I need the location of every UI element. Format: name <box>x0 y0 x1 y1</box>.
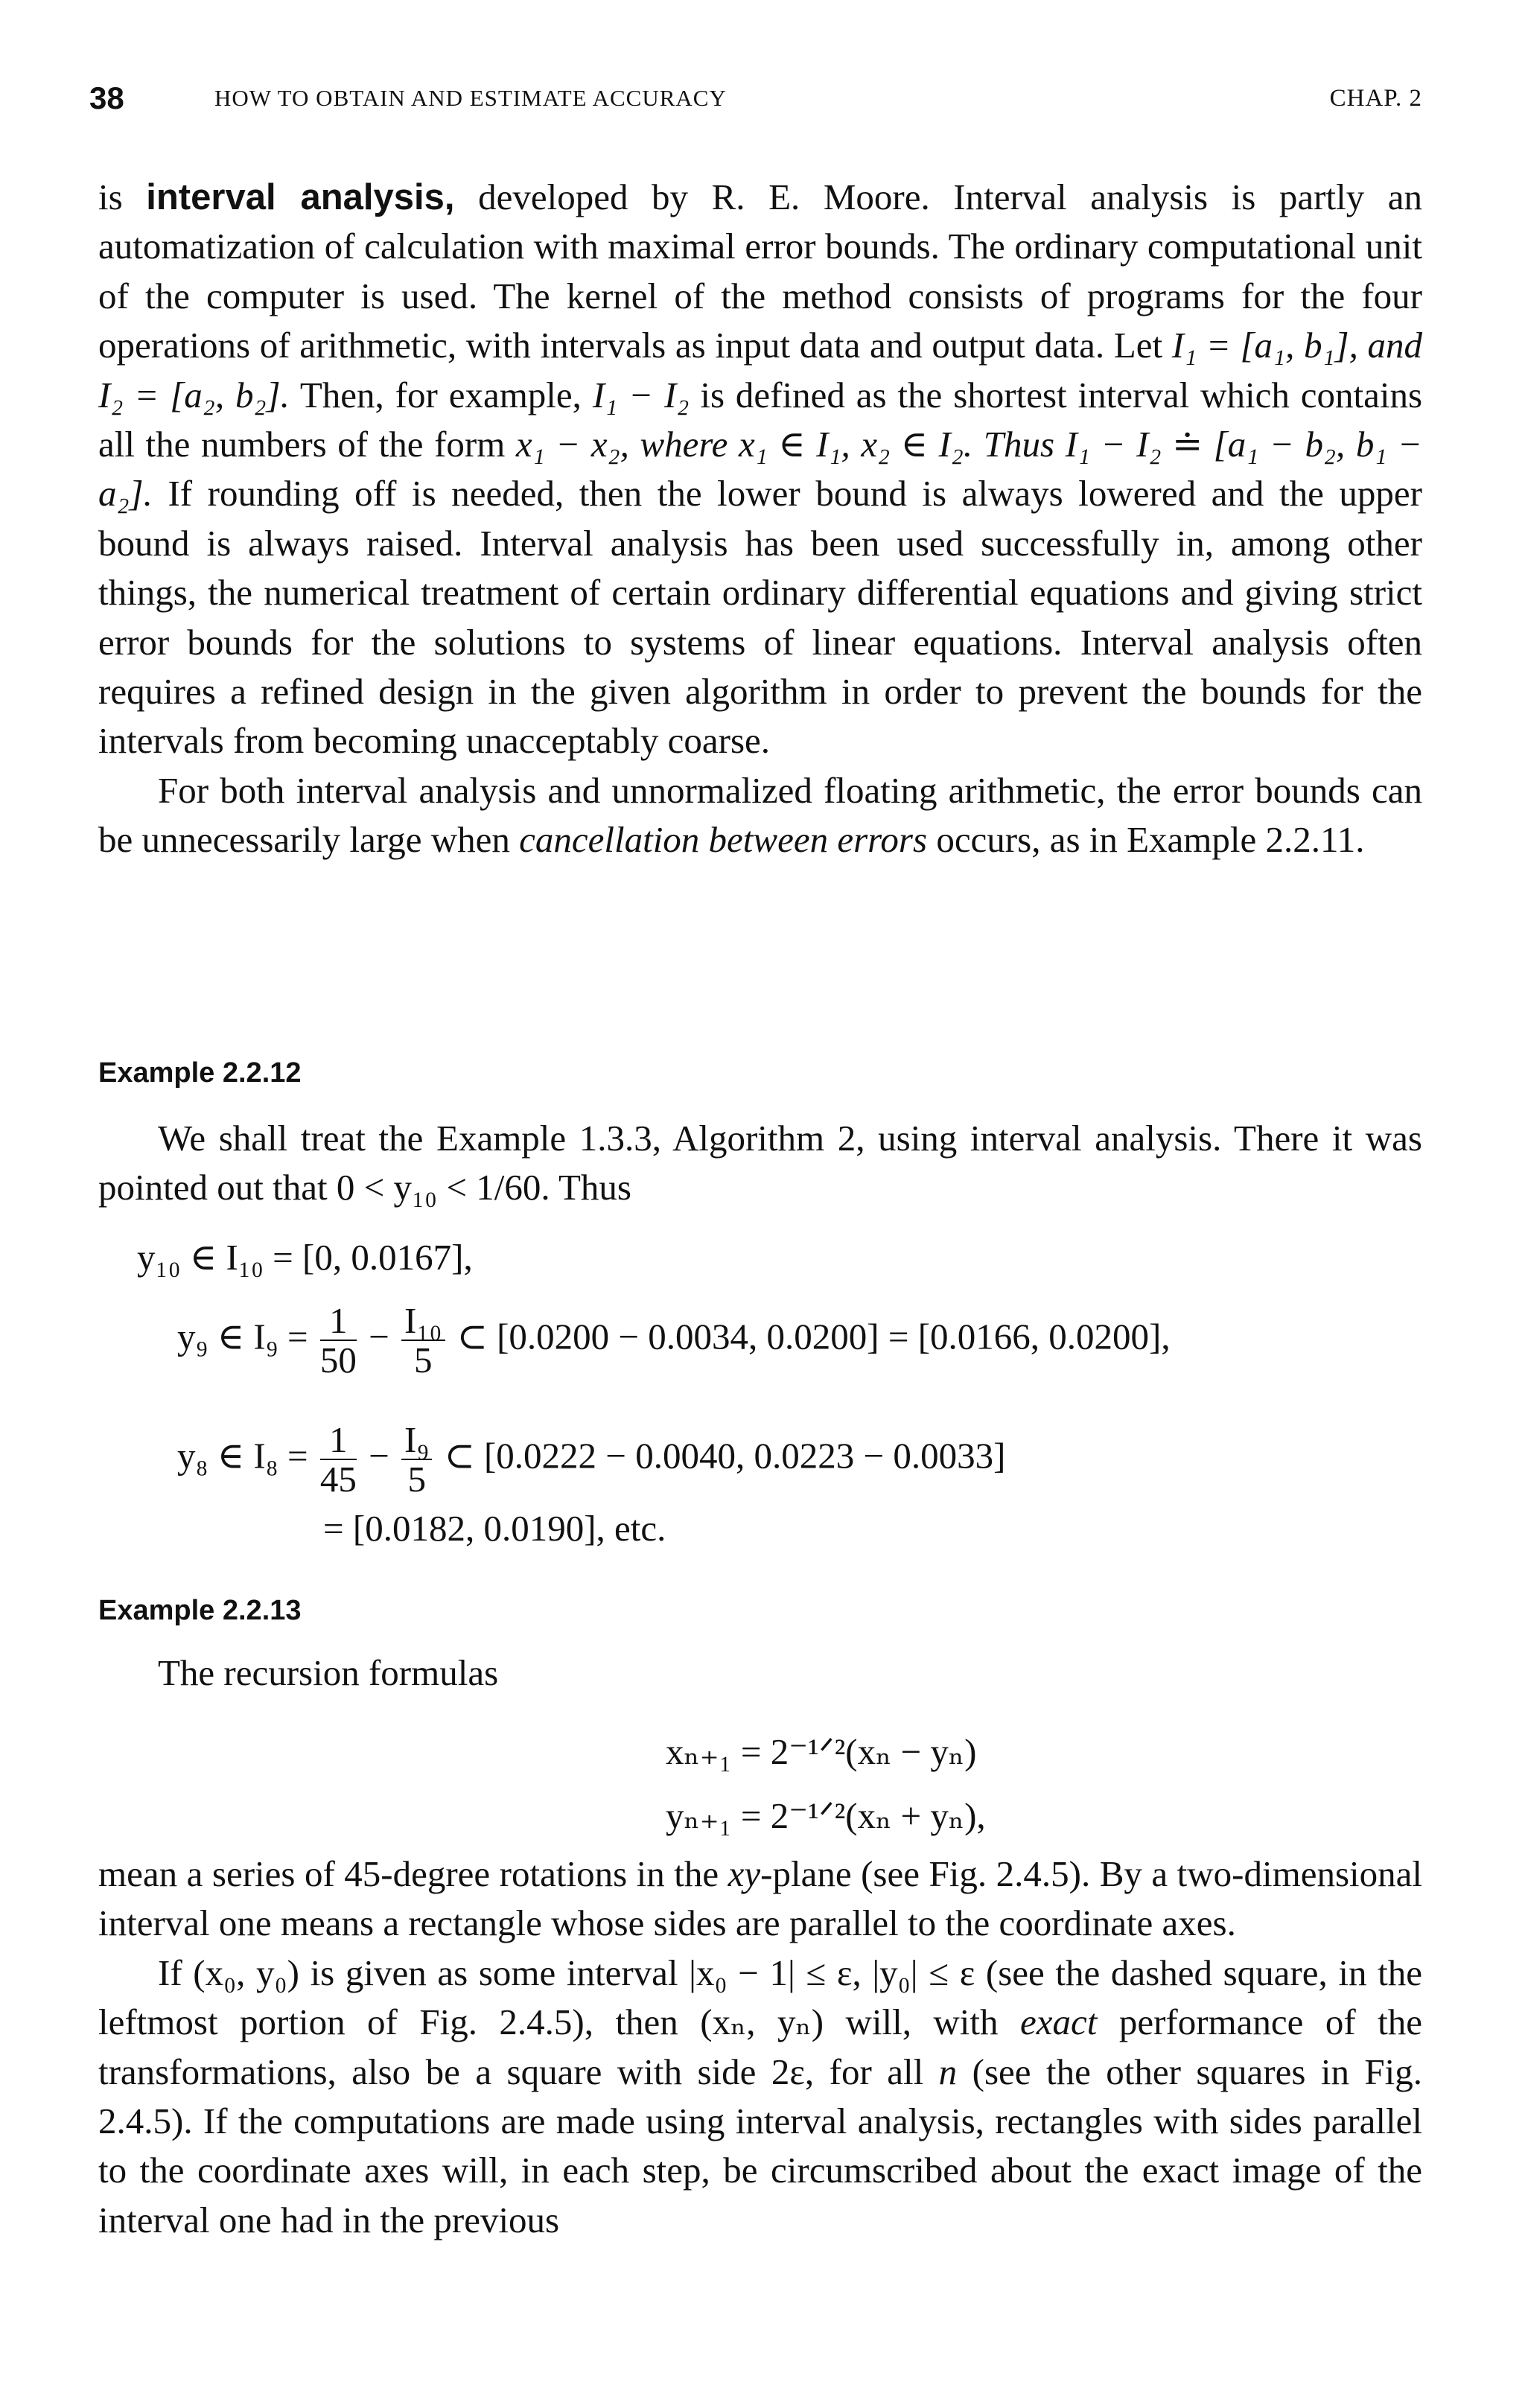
page-number: 38 <box>89 80 124 115</box>
fraction: $\frac{\text{I₉}}{5}$ <box>401 1421 432 1499</box>
example1-paragraph: We shall treat the Example 1.3.3, Algorithm 2, using interval analysis. There it was pointed out that 0 < y₁₀ < 1/60. Thus <box>98 1118 1422 1208</box>
eq3-lhs: y₈ ∈ I₈ = <box>177 1435 308 1477</box>
example-heading-2-2-12: Example 2.2.12 <box>98 1057 302 1089</box>
interval-square-paragraph: If (x₀, y₀) is given as some interval |x₀ − 1| ≤ ε, |y₀| ≤ ε (see the dashed square, in the leftmost portion of Fig. 2.4.5), then (xₙ, yₙ) will, with exact performance of the transformations, also be a square with side 2ε, for all n (see the other squares in Fig. 2.4.5). If the computations are made using interval analysis, rectangles with sides parallel to the coordinate axes will, in each step, be circumscribed about the exact image of the interval one had in the previous <box>98 1952 1423 2240</box>
example2-text <box>98 1850 1422 2245</box>
para2-text-a: For both interval analysis and unnormalized floating arithmetic, the error bounds can be unnecessarily large when <box>98 769 1422 861</box>
eq3-rhs: ⊂ [0.0222 − 0.0040, 0.0223 − 0.0033] <box>444 1435 1006 1477</box>
example-heading-2-2-13: Example 2.2.13 <box>98 1595 302 1626</box>
recursion-x: xₙ₊₁ = 2⁻¹ᐟ²(xₙ − yₙ) <box>666 1731 977 1772</box>
para1-text-c: is defined as the shortest interval which contains all the numbers of the form <box>98 374 1423 465</box>
recursion-y: yₙ₊₁ = 2⁻¹ᐟ²(xₙ + yₙ), <box>666 1795 986 1836</box>
fraction: $\frac{1}{45}$ <box>319 1419 357 1500</box>
equation-y9: y₉ ∈ I₉ = $\frac{1}{50}$ − $\frac{\text{I₁₀}}{5}$ ⊂ [0.0200 − 0.0034, 0.0200] = [0.0166, 0.0200], <box>177 1300 1171 1381</box>
eq2-lhs: y₉ ∈ I₉ = <box>177 1316 308 1357</box>
example1-text <box>98 1114 1422 1213</box>
xy-italic: xy <box>728 1853 761 1894</box>
running-head <box>89 80 1422 118</box>
intro-word: is <box>98 176 123 217</box>
bold-term: interval analysis, <box>146 177 455 217</box>
para1-text-b: Then, for example, <box>299 374 582 415</box>
para1-text-d: If rounding off is needed, then the lower bound is always lowered and the upper bound is always raised. Interval analysis has been used successfully in, among other things, the numerical treatment of certain ordinary differential equations and giving strict error bounds for the solutions to systems of linear equations. Interval analysis often requires a refined design in the given algorithm in order to prevent the bounds for the intervals from becoming unacceptably coarse. <box>98 473 1422 762</box>
exact-italic: exact <box>1020 2001 1098 2043</box>
n-italic: n <box>938 2051 958 2092</box>
chapter-label: CHAP. 2 <box>1329 85 1422 112</box>
interval-definition: I₁ = [a₁, b₁], and I₂ = [a₂, b₂]. <box>98 325 1422 415</box>
fraction: $\frac{\text{I₁₀}}{5}$ <box>401 1302 445 1380</box>
fraction: $\frac{1}{50}$ <box>319 1300 357 1381</box>
paragraph-cancellation <box>98 766 1422 865</box>
equation-y10: y₁₀ ∈ I₁₀ = [0, 0.0167], <box>137 1237 473 1278</box>
eq2-rhs: ⊂ [0.0200 − 0.0034, 0.0200] = [0.0166, 0.0200], <box>456 1316 1171 1357</box>
para1-text-a: developed by R. E. Moore. Interval analysis is partly an automatization of calculation with maximal error bounds. The ordinary computational unit of the computer is used. The kernel of the method consists of programs for the four operations of arithmetic, with intervals as input data and output data. Let <box>98 176 1423 366</box>
rotation-paragraph: mean a series of 45-degree rotations in the xy-plane (see Fig. 2.4.5). By a two-dimensional interval one means a rectangle whose sides are parallel to the coordinate axes. <box>98 1853 1423 1944</box>
paragraph-interval-analysis <box>98 173 1422 865</box>
chapter-title: HOW TO OBTAIN AND ESTIMATE ACCURACY <box>214 85 727 111</box>
italic-phrase: cancellation between errors <box>519 819 928 861</box>
equation-continuation: = [0.0182, 0.0190], etc. <box>323 1508 666 1549</box>
recursion-intro: The recursion formulas <box>158 1652 499 1693</box>
para2-text-b: occurs, as in Example 2.2.11. <box>936 819 1365 861</box>
interval-difference: I₁ − I₂ <box>592 374 690 415</box>
difference-form: x₁ − x₂, where x₁ ∈ I₁, x₂ ∈ I₂. Thus I₁ − I₂ ≐ [a₁ − b₂, b₁ − a₂]. <box>98 424 1422 515</box>
equation-y8: y₈ ∈ I₈ = $\frac{1}{45}$ − $\frac{\text{I₉}}{5}$ ⊂ [0.0222 − 0.0040, 0.0223 − 0.0033] <box>177 1419 1006 1500</box>
